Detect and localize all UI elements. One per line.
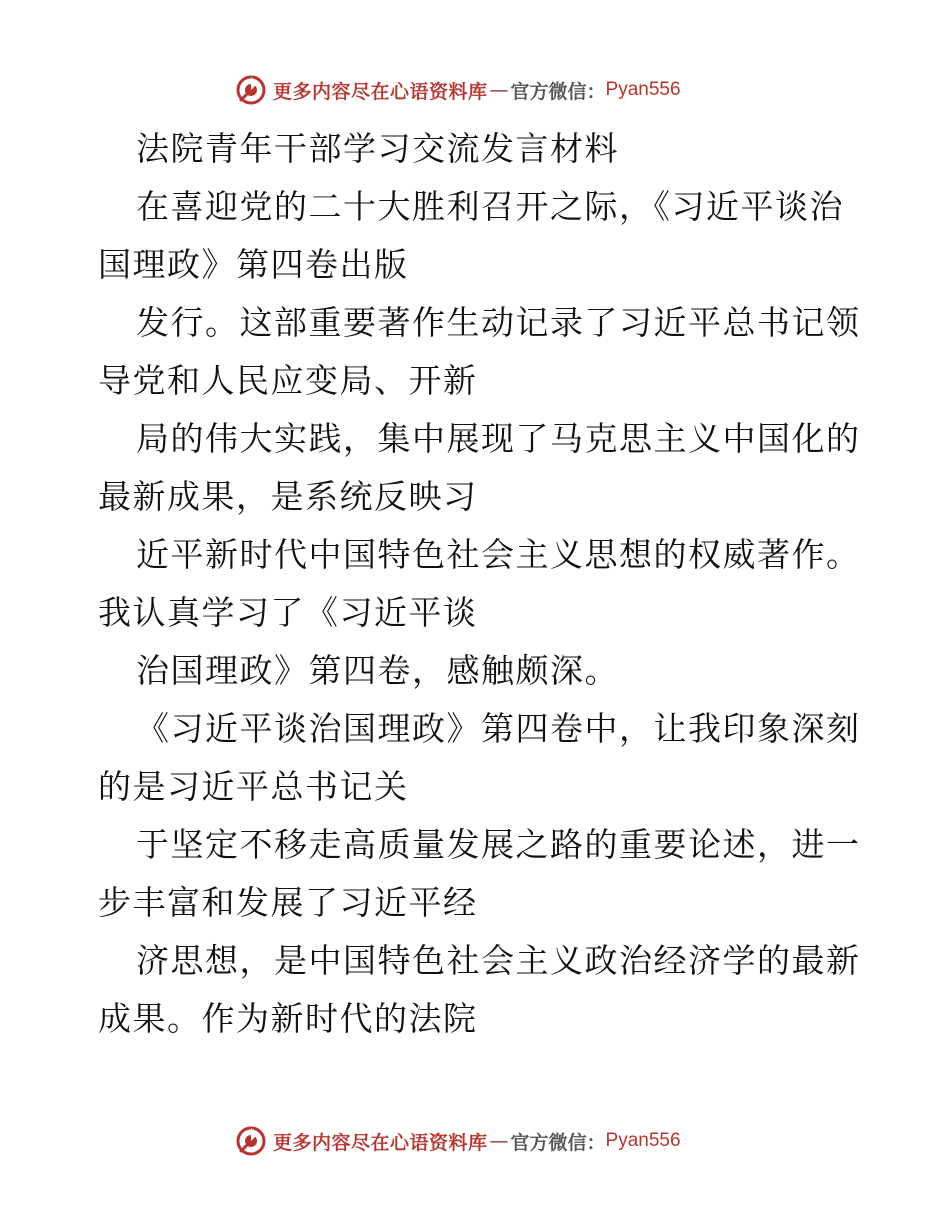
- footer-wechat-id: Pyan556: [605, 1130, 681, 1151]
- header-watermark: [235, 73, 681, 107]
- doc-line: 《习近平谈治国理政》第四卷中，让我印象深刻: [136, 709, 861, 748]
- doc-line: 步丰富和发展了习近平经: [98, 883, 478, 922]
- footer-wechat-label: 官方微信：: [510, 1131, 606, 1154]
- header-dash: —: [489, 79, 509, 101]
- doc-line: 导党和人民应变局、开新: [98, 361, 478, 400]
- doc-line: 治国理政》第四卷，感触颇深。: [136, 651, 619, 690]
- doc-line: 最新成果，是系统反映习: [98, 477, 478, 516]
- header-wechat-id: Pyan556: [605, 79, 681, 100]
- header-brand-name: 更多内容尽在心语资料库: [273, 80, 488, 103]
- doc-line: 近平新时代中国特色社会主义思想的权威著作。: [136, 535, 861, 574]
- footer-watermark: [235, 1124, 681, 1158]
- document-body: [98, 120, 861, 1048]
- footer-dash: —: [489, 1130, 509, 1152]
- header-wechat-label: 官方微信：: [510, 80, 606, 103]
- footer-brand-name: 更多内容尽在心语资料库: [273, 1131, 488, 1154]
- doc-title: 法院青年干部学习交流发言材料: [136, 129, 619, 168]
- doc-line: 局的伟大实践，集中展现了马克思主义中国化的: [136, 419, 861, 458]
- brand-logo-icon: [235, 74, 267, 106]
- doc-line: 的是习近平总书记关: [98, 767, 409, 806]
- doc-line: 成果。作为新时代的法院: [98, 999, 478, 1038]
- doc-line: 国理政》第四卷出版: [98, 245, 409, 284]
- brand-logo-icon: [235, 1125, 267, 1157]
- doc-line: 济思想，是中国特色社会主义政治经济学的最新: [136, 941, 861, 980]
- doc-line: 我认真学习了《习近平谈: [98, 593, 478, 632]
- doc-line: 发行。这部重要著作生动记录了习近平总书记领: [136, 303, 861, 342]
- doc-line: 在喜迎党的二十大胜利召开之际，《习近平谈治: [136, 187, 844, 226]
- doc-line: 于坚定不移走高质量发展之路的重要论述，进一: [136, 825, 861, 864]
